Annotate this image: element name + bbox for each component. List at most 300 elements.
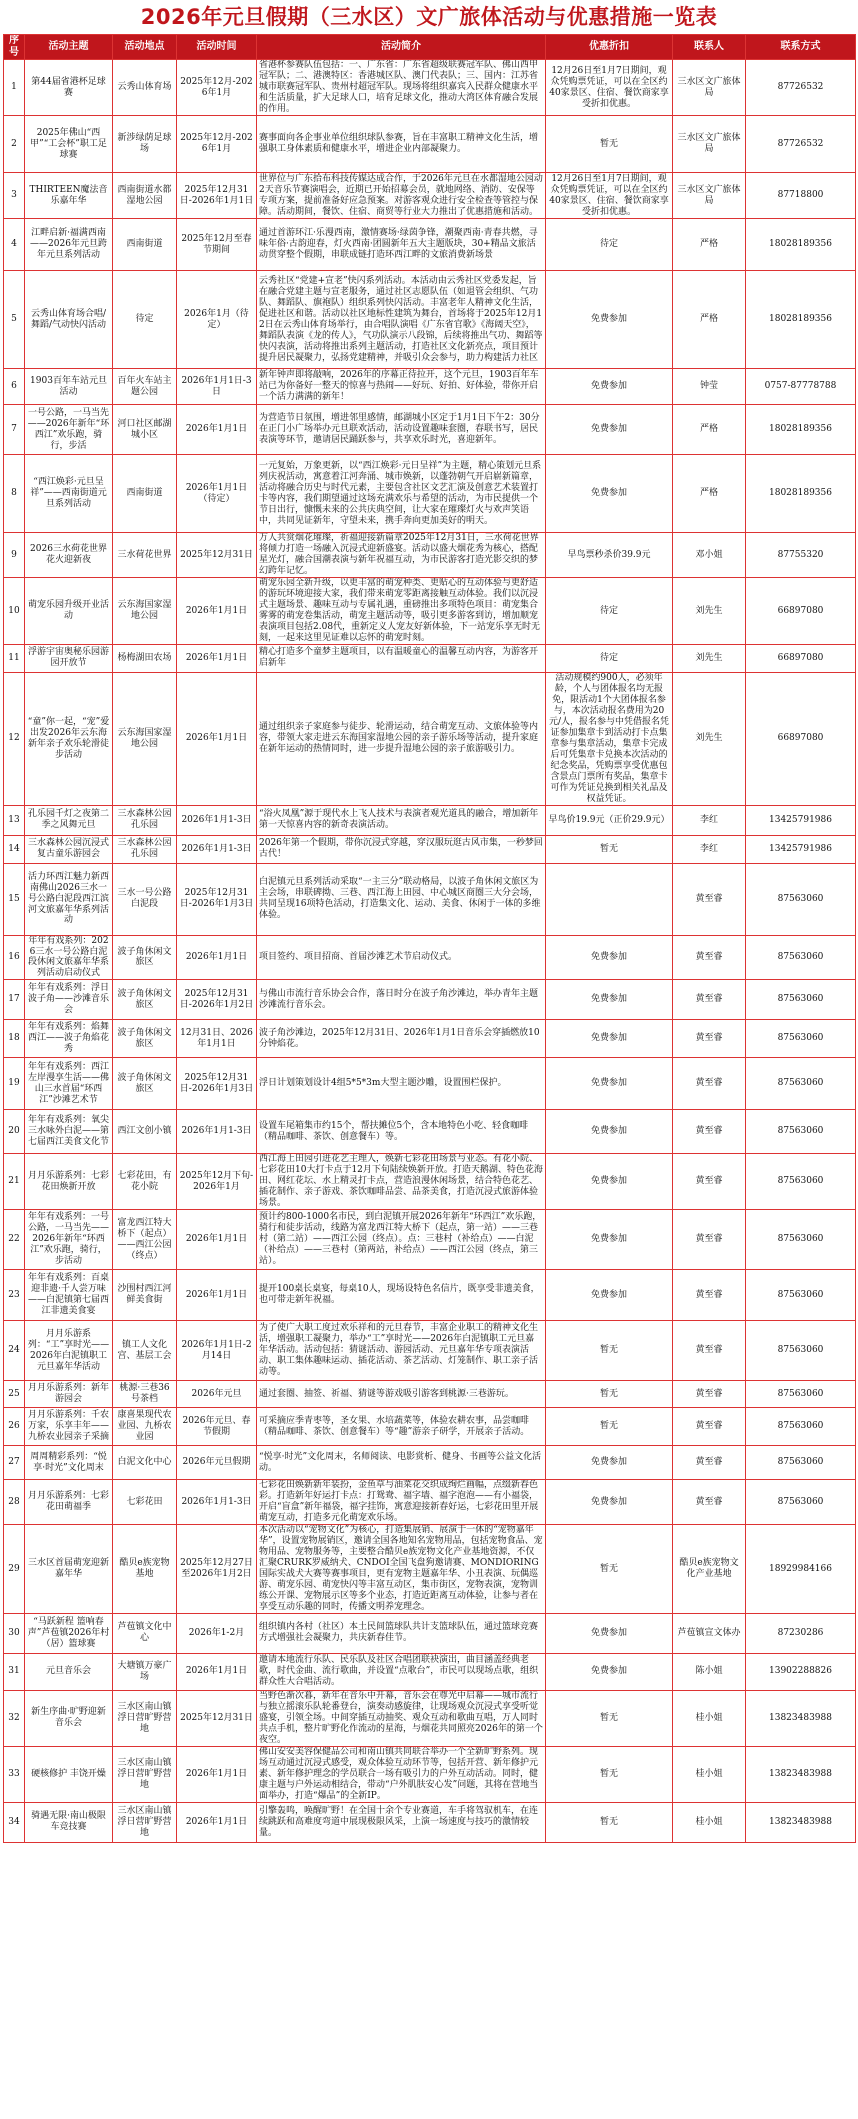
cell-theme: 2026三水荷花世界花火迎新夜	[25, 533, 113, 578]
cell-time: 2026年1月1日	[177, 935, 257, 980]
cell-intro: 通过首游环江·乐漫西南，激情赛场·绿茵争锋，潮聚西南·青春共燃，寻味年俗·古韵迎春，灯火西南·团圆新年五大主题版块，30+精品文旅活动贯穿整个假期，串联成链打造环西江畔的文旅消费新场景	[257, 219, 546, 271]
cell-discount: 活动规模约900人，必须年龄，个人与团体报名均无报免，限活动1个大团体报名参与，本次活动报名费用为20元/人，报名参与中凭借报名凭证参加集章卡到活动打卡点集章参与集章活动，集章卡完成后可凭集章卡兑换本次活动的纪念奖品，凭购票享受优惠包含景点门票所有奖品，集章卡可作为凭证兑换到相关礼品及权益凭证。	[546, 672, 673, 805]
cell-intro: 设置车尾箱集市约15个，帮扶摊位5个，含本地特色小吃、轻食咖啡（精品咖啡、茶饮、创意餐车）等。	[257, 1110, 546, 1154]
cell-discount: 免费参加	[546, 1480, 673, 1525]
table-row	[4, 1653, 856, 1690]
cell-no: 30	[4, 1613, 25, 1653]
cell-phone: 66897080	[746, 644, 856, 672]
cell-intro: 与佛山市流行音乐协会合作，落日时分在波子角沙滩边，举办青年主题沙滩流行音乐会。	[257, 980, 546, 1020]
cell-time: 2025年12月31日-2026年1月3日	[177, 1058, 257, 1110]
cell-discount: 早鸟票秒杀价39.9元	[546, 533, 673, 578]
cell-contact: 邓小姐	[673, 533, 746, 578]
cell-theme: THIRTEEN魔法音乐嘉年华	[25, 173, 113, 219]
cell-no: 28	[4, 1480, 25, 1525]
cell-discount: 免费参加	[546, 455, 673, 533]
cell-phone: 87563060	[746, 1110, 856, 1154]
cell-discount: 暂无	[546, 1321, 673, 1381]
cell-no: 21	[4, 1154, 25, 1210]
cell-time: 2026年1月1日	[177, 1746, 257, 1802]
cell-intro: 省港杯参赛队伍包括：一、广东省：广东省超级联赛冠军队、佛山西甲冠军队；二、港澳特区：香港城区队、澳门代表队；三、国内：江苏省城市联赛冠军队、贵州村超冠军队。现场将组织嘉宾入民群众健康水平和生活质量，扩大足球人口，培育足球文化，推动大湾区体育融合发展的作用。	[257, 60, 546, 116]
cell-time: 2026年1月1日	[177, 1802, 257, 1842]
cell-no: 6	[4, 369, 25, 405]
table-row	[4, 1154, 856, 1210]
cell-discount: 待定	[546, 644, 673, 672]
table-row	[4, 1802, 856, 1842]
cell-place: 桃源·三巷36号茶档	[113, 1381, 177, 1408]
cell-intro: 七彩花田焕新新年装扮，金鱼草与油菜花交织成绚烂画幅，点缀新春色彩。打造新年好运打卡点：打鸳鸯、福字墙、福字泡泡——有小福袋，开启“盲盒”新年福袋，福字挂饰，寓意迎接新春好运，七彩花田里开展萌宠互动，打造多元化萌宠欢乐场。	[257, 1480, 546, 1525]
table-row	[4, 1058, 856, 1110]
cell-no: 9	[4, 533, 25, 578]
cell-theme: 年年有戏系列：氧尖三水咏外白泥——第七届西江美食文化节	[25, 1110, 113, 1154]
cell-no: 29	[4, 1525, 25, 1614]
cell-no: 3	[4, 173, 25, 219]
cell-phone: 13425791986	[746, 805, 856, 835]
cell-theme: 年年有戏系列：焰舞西江——波子角焰花秀	[25, 1020, 113, 1058]
cell-phone: 13823483988	[746, 1746, 856, 1802]
header-cell: 优惠折扣	[546, 35, 673, 60]
table-row	[4, 405, 856, 455]
cell-no: 5	[4, 271, 25, 369]
cell-discount: 暂无	[546, 1525, 673, 1614]
cell-time: 2026年1月1日	[177, 405, 257, 455]
cell-no: 7	[4, 405, 25, 455]
cell-contact: 陈小姐	[673, 1653, 746, 1690]
table-row	[4, 1270, 856, 1321]
cell-phone: 18028189356	[746, 219, 856, 271]
cell-theme: “西江焕彩·元旦呈祥”——西南街道元旦系列活动	[25, 455, 113, 533]
cell-place: 三水区南山镇浮日营旷野营地	[113, 1802, 177, 1842]
cell-discount: 免费参加	[546, 405, 673, 455]
table-row	[4, 455, 856, 533]
cell-theme: 月月乐游系列：七彩花田焕新开放	[25, 1154, 113, 1210]
cell-place: 西江文创小镇	[113, 1110, 177, 1154]
cell-discount: 免费参加	[546, 1613, 673, 1653]
cell-time: 2026年元旦、春节假期	[177, 1408, 257, 1446]
cell-contact: 李红	[673, 805, 746, 835]
cell-theme: 江畔启新·福满西南——2026年元旦跨年元旦系列活动	[25, 219, 113, 271]
cell-place: 待定	[113, 271, 177, 369]
cell-contact: 黄至睿	[673, 1020, 746, 1058]
cell-no: 11	[4, 644, 25, 672]
cell-no: 13	[4, 805, 25, 835]
cell-time: 2025年12月27日至2026年1月2日	[177, 1525, 257, 1614]
cell-discount: 暂无	[546, 1381, 673, 1408]
cell-discount: 免费参加	[546, 1210, 673, 1270]
cell-contact: 黄至睿	[673, 1270, 746, 1321]
cell-place: 康喜果现代农业园、九桥农业园	[113, 1408, 177, 1446]
cell-time: 2026年元旦	[177, 1381, 257, 1408]
cell-theme: “童”你一起，“宠”爱出发2026年云东海新年亲子欢乐轮滑徒步活动	[25, 672, 113, 805]
cell-time: 2026年1月1日	[177, 1270, 257, 1321]
cell-discount: 暂无	[546, 1746, 673, 1802]
cell-phone: 66897080	[746, 672, 856, 805]
cell-contact: 刘先生	[673, 644, 746, 672]
cell-contact: 三水区文广旅体局	[673, 60, 746, 116]
cell-place: 三水区南山镇浮日营旷野营地	[113, 1690, 177, 1746]
cell-contact: 黄至睿	[673, 1058, 746, 1110]
cell-discount: 免费参加	[546, 1110, 673, 1154]
cell-phone: 18028189356	[746, 405, 856, 455]
cell-place: 波子角休闲文旅区	[113, 980, 177, 1020]
table-row	[4, 578, 856, 645]
cell-place: 新涉绿荫足球场	[113, 116, 177, 173]
cell-no: 2	[4, 116, 25, 173]
cell-place: 大塘镇万豪广场	[113, 1653, 177, 1690]
cell-time: 2026年1月1日	[177, 644, 257, 672]
cell-contact: 严格	[673, 219, 746, 271]
cell-intro: 预计约800-1000名市民，到白泥镇开展2026年新年“环西江”欢乐跑，骑行和徒步活动，线路为富龙西江特大桥下（起点，第一站）——三巷村（第二站）——西江公园（终点）。点：三巷村（补给点）——白泥（补给点）——三巷村（第两站，补给点）——西江公园（终点，第三站）。	[257, 1210, 546, 1270]
cell-contact: 三水区文广旅体局	[673, 116, 746, 173]
cell-intro: 本次活动以“宠物文化”为核心，打造集展销、展演于一体的“宠物嘉年华”，设置宠物展销区，邀请全国各地知名宠物用品，包括宠物食品、宠物用品、宠物服务等，主要整合酷贝e族宠物文化产业基地资源，不仅汇聚CRURK罗威纳犬、CNDOI全国飞盘狗邀请赛、MONDIORING国际实战犬大赛等赛事项目，更有宠物主题嘉年华、小丑表演、玩偶巡游、萌宠乐园、萌宠快闪等丰富互动区，集市街区，宠物表演，宠物训练公开课、宠物展示区等多个业态，打造近距离互动体验，让参与者在享受互动乐趣的同时，传播文明养宠理念。	[257, 1525, 546, 1614]
cell-place: 云东海国家湿地公园	[113, 578, 177, 645]
table-row	[4, 1480, 856, 1525]
cell-discount: 待定	[546, 578, 673, 645]
cell-place: 七彩花田，有花小院	[113, 1154, 177, 1210]
table-row	[4, 835, 856, 863]
cell-place: 三水荷花世界	[113, 533, 177, 578]
cell-place: 三水森林公园孔乐园	[113, 835, 177, 863]
cell-place: 云东海国家湿地公园	[113, 672, 177, 805]
cell-contact: 黄至睿	[673, 1154, 746, 1210]
header-cell: 序号	[4, 35, 25, 60]
cell-discount: 免费参加	[546, 271, 673, 369]
cell-time: 2026年1月1日-2月14日	[177, 1321, 257, 1381]
cell-no: 26	[4, 1408, 25, 1446]
cell-contact: 黄至睿	[673, 1480, 746, 1525]
cell-no: 18	[4, 1020, 25, 1058]
cell-theme: 云秀山体育场合唱/舞蹈/气动快闪活动	[25, 271, 113, 369]
cell-time: 2025年12月下旬-2026年1月	[177, 1154, 257, 1210]
cell-time: 2026年1月1-3日	[177, 1480, 257, 1525]
cell-discount: 暂无	[546, 116, 673, 173]
cell-time: 2026年1月1日	[177, 578, 257, 645]
cell-no: 15	[4, 863, 25, 935]
cell-theme: 年年有戏系列：2026三水一号公路白泥段休闲文旅嘉年华系列活动启动仪式	[25, 935, 113, 980]
table-header-row	[4, 35, 856, 60]
table-row	[4, 1381, 856, 1408]
cell-phone: 13425791986	[746, 835, 856, 863]
header-cell: 联系人	[673, 35, 746, 60]
cell-contact: 黄至睿	[673, 1321, 746, 1381]
cell-discount	[546, 863, 673, 935]
cell-time: 2026年1月1-3日	[177, 805, 257, 835]
cell-no: 17	[4, 980, 25, 1020]
cell-intro: 西江海上田园引进花艺主理人，焕新七彩花田场景与业态。有花小院、七彩花田10大打卡点于12月下旬陆续焕新开放。打造天鹅湖、特色花海田、网红花坛、水上精灵打卡点，营造浪漫休闲场景，结合特色花艺、插花制作、亲子游戏、茶饮咖啡品尝、品茶美食，打造沉浸式旅游体验场景。	[257, 1154, 546, 1210]
cell-time: 2026年1月1-3日	[177, 1110, 257, 1154]
cell-time: 2026年1月（待定）	[177, 271, 257, 369]
cell-discount: 免费参加	[546, 1446, 673, 1480]
cell-theme: 1903百年车站元旦活动	[25, 369, 113, 405]
cell-no: 19	[4, 1058, 25, 1110]
cell-phone: 13823483988	[746, 1802, 856, 1842]
header-cell: 活动简介	[257, 35, 546, 60]
cell-intro: 新年钟声即将敲响，2026年的序幕正待拉开，这个元旦，1903百年车站已为你备好一整天的惊喜与热闹——好玩、好拍、好体验，带你开启一个活力满满的新年！	[257, 369, 546, 405]
cell-theme: 骑遇无限·南山极限车竞技赛	[25, 1802, 113, 1842]
cell-theme: 年年有戏系列：浮日波子角——沙滩音乐会	[25, 980, 113, 1020]
cell-phone: 66897080	[746, 578, 856, 645]
cell-theme: 元旦音乐会	[25, 1653, 113, 1690]
cell-intro: 引擎轰鸣，唤醒旷野！在全国十余个专业赛道，车手将驾驭机车，在连续跳跃和高难度弯道中展现极限风采，上演一场速度与技巧的激情较量。	[257, 1802, 546, 1842]
table-row	[4, 980, 856, 1020]
table-row	[4, 1408, 856, 1446]
cell-phone: 87755320	[746, 533, 856, 578]
cell-intro: 通过套圈、抽签、祈福、猜谜等游戏吸引游客到桃源·三巷游玩。	[257, 1381, 546, 1408]
table-row	[4, 1110, 856, 1154]
cell-phone: 87563060	[746, 1270, 856, 1321]
cell-phone: 87563060	[746, 1210, 856, 1270]
cell-intro: 邀请本地流行乐队、民乐队及社区合唱团联袂演出，曲目涵盖经典老歌，时代金曲、流行歌曲，并设置“点歌台”，市民可以现场点歌，组织群众性大合唱活动。	[257, 1653, 546, 1690]
header-cell: 活动主题	[25, 35, 113, 60]
cell-contact: 桂小姐	[673, 1690, 746, 1746]
cell-discount: 暂无	[546, 1408, 673, 1446]
cell-time: 2025年12月31日-2026年1月1日	[177, 173, 257, 219]
cell-intro: 提开100桌长桌宴，每桌10人，现场设特色名信片，既享受非遗美食，也可带走新年祝福。	[257, 1270, 546, 1321]
cell-phone: 87726532	[746, 116, 856, 173]
cell-place: 波子角休闲文旅区	[113, 935, 177, 980]
cell-place: 杨梅湖田农场	[113, 644, 177, 672]
cell-phone: 18028189356	[746, 271, 856, 369]
header-cell: 活动地点	[113, 35, 177, 60]
cell-phone: 87726532	[746, 60, 856, 116]
table-row	[4, 1613, 856, 1653]
cell-time: 12月31日、2026年1月1日	[177, 1020, 257, 1058]
cell-time: 2026年1月1日（待定）	[177, 455, 257, 533]
cell-contact: 黄至睿	[673, 1408, 746, 1446]
table-row	[4, 219, 856, 271]
cell-contact: 黄至睿	[673, 1110, 746, 1154]
cell-contact: 黄至睿	[673, 1210, 746, 1270]
cell-theme: 活力环西江魅力新西南佛山2026三水一号公路白泥段西江滨河文旅嘉年华系列活动	[25, 863, 113, 935]
cell-discount: 免费参加	[546, 1058, 673, 1110]
header-cell: 联系方式	[746, 35, 856, 60]
cell-contact: 黄至睿	[673, 935, 746, 980]
cell-intro: 当野色渐次暮，新年在音乐中开幕，音乐会在尊光中启幕——城市流行与独立摇滚乐队轮番登台，演奏动感旋律，让现场观众沉浸式享受听觉盛宴，引领全场。中间穿插互动抽奖、观众互动和歌曲互唱，万人同时共点手机，整片旷野化作流动的星海，与烟花共同照亮2026年的第一个夜空。	[257, 1690, 546, 1746]
cell-discount: 早鸟价19.9元（正价29.9元）	[546, 805, 673, 835]
cell-place: 河口社区邮湖城小区	[113, 405, 177, 455]
table-row	[4, 533, 856, 578]
cell-intro: 为了使广大职工度过欢乐祥和的元旦春节，丰富企业职工的精神文化生活，增强职工凝聚力，举办“工”享时光——2026年白泥镇职工元旦嘉年华活动。活动包括：猜谜活动、游园活动、元旦嘉年华专项表演活动、职工集体趣味运动、插花活动、茶艺活动、灯笼制作、职工亲子活动等。	[257, 1321, 546, 1381]
cell-contact: 酷贝e族宠物文化产业基地	[673, 1525, 746, 1614]
cell-theme: 年年有戏系列：西江左岸漫享生活——佛山三水首届“环西江”沙滩艺术节	[25, 1058, 113, 1110]
cell-contact: 刘先生	[673, 578, 746, 645]
cell-place: 七彩花田	[113, 1480, 177, 1525]
cell-intro: 白泥镇元旦系列活动采取“一主三分”联动格局，以波子角休闲文旅区为主会场，串联碑拗、三巷、西江海上田园、中心城区商圈三大分会场，共同呈现16项特色活动，打造集文化、运动、美食、休闲于一体的多维体验。	[257, 863, 546, 935]
cell-theme: 年年有戏系列：百桌迎非遗·千人尝万味——白泥镇第七届西江非遗美食宴	[25, 1270, 113, 1321]
cell-contact: 严格	[673, 455, 746, 533]
cell-intro: “悦享·时光”文化周末，名师阅读、电影赏析、健身、书画等公益文化活动。	[257, 1446, 546, 1480]
cell-theme: 月月乐游系列：“工”享时光——2026年白泥镇职工元旦嘉年华活动	[25, 1321, 113, 1381]
cell-phone: 18929984166	[746, 1525, 856, 1614]
cell-intro: 为营造节日氛围，增进邻里感情，邮湖城小区定于1月1日下午2：30分在正门小广场举办元旦联欢活动，活动设置趣味套圈，春联书写，居民表演等环节，邀请居民踊跃参与，共享欢乐时光，喜迎新年。	[257, 405, 546, 455]
cell-discount: 免费参加	[546, 1020, 673, 1058]
cell-no: 1	[4, 60, 25, 116]
cell-phone: 87563060	[746, 1480, 856, 1525]
cell-theme: 萌宠乐园升级开业活动	[25, 578, 113, 645]
table-row	[4, 805, 856, 835]
cell-phone: 87563060	[746, 1058, 856, 1110]
cell-intro: 2026年第一个假期，带你沉浸式穿越，穿汉服玩逛古风市集，一秒梦回古代！	[257, 835, 546, 863]
header-cell: 活动时间	[177, 35, 257, 60]
cell-phone: 13902288826	[746, 1653, 856, 1690]
cell-discount: 12月26日至1月7日期间，观众凭购票凭证，可以在全区约40家景区、住宿、餐饮商家享受折扣优惠。	[546, 173, 673, 219]
cell-no: 12	[4, 672, 25, 805]
table-row	[4, 1690, 856, 1746]
cell-intro: 万人共赏烟花璀璨，祈福迎接新篇章2025年12月31日，三水荷花世界将倾力打造一场融入沉浸式迎新盛宴。活动以盛大烟花秀为核心，搭配星光灯，融合国潮表演与新年祝福互动，为市民游客打造光影交织的梦幻跨年记忆。	[257, 533, 546, 578]
cell-theme: 周周精彩系列：“悦享·时光”文化周末	[25, 1446, 113, 1480]
table-row	[4, 1525, 856, 1614]
cell-place: 酷贝e族宠物基地	[113, 1525, 177, 1614]
cell-intro: 项目签约、项目招商、首届沙滩艺术节启动仪式。	[257, 935, 546, 980]
cell-time: 2025年12月31日	[177, 533, 257, 578]
cell-no: 23	[4, 1270, 25, 1321]
cell-theme: 新生序曲·旷野迎新音乐会	[25, 1690, 113, 1746]
cell-theme: 浮游宇宙奥秘乐园游园开放节	[25, 644, 113, 672]
cell-contact: 黄至睿	[673, 980, 746, 1020]
cell-place: 三水森林公园孔乐园	[113, 805, 177, 835]
cell-phone: 0757-87778788	[746, 369, 856, 405]
cell-no: 20	[4, 1110, 25, 1154]
cell-place: 三水一号公路白泥段	[113, 863, 177, 935]
cell-place: 百年火车站主题公园	[113, 369, 177, 405]
table-row	[4, 60, 856, 116]
cell-phone: 87563060	[746, 1381, 856, 1408]
cell-time: 2025年12月31日-2026年1月3日	[177, 863, 257, 935]
cell-contact: 黄至睿	[673, 1446, 746, 1480]
cell-no: 4	[4, 219, 25, 271]
table-row	[4, 116, 856, 173]
cell-phone: 87563060	[746, 1321, 856, 1381]
cell-contact: 黄至睿	[673, 1381, 746, 1408]
cell-no: 34	[4, 1802, 25, 1842]
cell-place: 沙围村西江河鲜美食街	[113, 1270, 177, 1321]
cell-place: 云秀山体育场	[113, 60, 177, 116]
cell-intro: 佛山安安美容保健品公司和南山镇共同联合举办一个全新旷野系列。现场互动通过沉浸式感受，观众体验互动环节等，包括开营、新年修护元素、新年修护理念的学员联合一场有吸引力的户外互动活动。同时，健康主题与户外运动相结合，带动“户外肌肤安心发”问题，其将在营地当面举办，打造“爆品”的全新IP。	[257, 1746, 546, 1802]
table-row	[4, 271, 856, 369]
table-row	[4, 1446, 856, 1480]
cell-intro: 波子角沙滩边，2025年12月31日、2026年1月1日音乐会穿插燃放10分钟焰花。	[257, 1020, 546, 1058]
cell-contact: 桂小姐	[673, 1746, 746, 1802]
cell-theme: “马跃新程 篮响春声”芦苞镇2026年村（居）篮球赛	[25, 1613, 113, 1653]
cell-theme: 月月乐游系列：新年游园会	[25, 1381, 113, 1408]
cell-no: 27	[4, 1446, 25, 1480]
cell-theme: 孔乐园千灯之夜第二季之风舞元旦	[25, 805, 113, 835]
cell-intro: 通过组织亲子家庭参与徒步、轮滑运动，结合萌宠互动、文旅体验等内容，带领大家走进云东海国家湿地公园的亲子游乐场等活动，提升家庭在新年运动的热情同时，进一步提升湿地公园的亲子旅游吸引力。	[257, 672, 546, 805]
cell-time: 2026年1-2月	[177, 1613, 257, 1653]
cell-theme: 月月乐游系列：七彩花田萌福季	[25, 1480, 113, 1525]
cell-phone: 87230286	[746, 1613, 856, 1653]
cell-place: 镇工人文化宫、基层工会	[113, 1321, 177, 1381]
cell-phone: 87563060	[746, 935, 856, 980]
cell-contact: 桂小姐	[673, 1802, 746, 1842]
cell-phone: 87563060	[746, 863, 856, 935]
cell-theme: 月月乐游系列：千农万家，乐享丰年——九桥农业园亲子采摘	[25, 1408, 113, 1446]
table-row	[4, 935, 856, 980]
cell-intro: 萌宠乐园全新升级，以更丰富的萌宠种类、更贴心的互动体验与更舒适的游玩环境迎接大家，我们带来萌宠零距离接触互动体验。我们以沉浸式主题场景、趣味互动与专属礼遇，重磅推出多项特色项目：萌宠集合雾雾的萌宠卷集活动，萌宠主题活动等，吸引更多游客到访，增加顺宠表演项目包括2.08代，重新定义人宠友好新体验，下一站宠乐享无时无刻，一起来这里见证难以忘怀的萌宠时刻。	[257, 578, 546, 645]
cell-theme: 三水森林公园沉浸式复古童乐游园会	[25, 835, 113, 863]
cell-discount: 免费参加	[546, 980, 673, 1020]
cell-intro: 组织镇内各村（社区）本土民间篮球队共计支篮球队伍，通过篮球竞赛方式增强社会凝聚力，共庆新春佳节。	[257, 1613, 546, 1653]
cell-phone: 18028189356	[746, 455, 856, 533]
cell-intro: 可采摘应季青枣等，圣女果、水培蔬菜等，体验农耕农事，品尝咖啡（精品咖啡、茶饮、创意餐车）等“趣”游亲子研学，开展亲子活动。	[257, 1408, 546, 1446]
table-body	[4, 60, 856, 1842]
cell-no: 16	[4, 935, 25, 980]
cell-discount: 免费参加	[546, 935, 673, 980]
table-row	[4, 1746, 856, 1802]
cell-time: 2026年1月1日	[177, 1210, 257, 1270]
cell-theme: 年年有戏系列：一号公路，一马当先——2026年新年“环西江”欢乐跑，骑行，步活动	[25, 1210, 113, 1270]
table-row	[4, 672, 856, 805]
cell-place: 西南街道	[113, 455, 177, 533]
cell-intro: 一元复始，万象更新，以“西江焕彩·元日呈祥”为主题，精心策划元旦系列庆祝活动，寓意着江河奔涌、城市焕新，以蓬勃朝气开启崭新篇章，活动将融合历史与时代元素，主要包含社区文艺汇演及创意艺术装置打卡等内容，我们期望通过这场充满欢乐与希望的活动，为市民提供一个节日出行，慷慨未来的公共庆典空间，让大家在璀璨灯火与欢声笑语中，共同见证新年，守望未来，携手奔向更加美好的明天。	[257, 455, 546, 533]
cell-no: 31	[4, 1653, 25, 1690]
cell-phone: 87563060	[746, 1020, 856, 1058]
cell-place: 波子角休闲文旅区	[113, 1058, 177, 1110]
cell-phone: 87563060	[746, 1446, 856, 1480]
cell-time: 2025年12月-2026年1月	[177, 116, 257, 173]
cell-place: 白泥文化中心	[113, 1446, 177, 1480]
cell-contact: 严格	[673, 271, 746, 369]
cell-discount: 12月26日至1月7日期间，观众凭购票凭证，可以在全区约40家景区、住宿、餐饮商家享受折扣优惠。	[546, 60, 673, 116]
cell-place: 三水区南山镇浮日营旷野营地	[113, 1746, 177, 1802]
table-row	[4, 644, 856, 672]
cell-place: 西南街道	[113, 219, 177, 271]
cell-phone: 87718800	[746, 173, 856, 219]
table-row	[4, 1020, 856, 1058]
cell-theme: 一号公路，一马当先——2026年新年“环西江”欢乐跑，骑行，步活	[25, 405, 113, 455]
cell-place: 西南街道水都湿地公园	[113, 173, 177, 219]
cell-place: 芦苞镇文化中心	[113, 1613, 177, 1653]
cell-time: 2026年1月1日	[177, 672, 257, 805]
cell-time: 2025年12月31日	[177, 1690, 257, 1746]
cell-intro: 赛事面向各企事业单位组织球队参赛，旨在丰富职工精神文化生活，增强职工身体素质和健康水平，增进企业内部凝聚力。	[257, 116, 546, 173]
cell-contact: 严格	[673, 405, 746, 455]
cell-theme: 硬核修护 丰饶开燥	[25, 1746, 113, 1802]
cell-intro: 云秀社区“党建+宣老”快闪系列活动。本活动由云秀社区党委发起，旨在融合党建主题与宣老服务，通过社区志愿队伍（如退管会组织、气功队、舞蹈队、旗袍队）组织系列快闪活动。丰富老年人精神文化生活，促进社区和谐。活动以社区地标性建筑为舞台，首场将于2025年12月12日在云秀山体育场举行，由合唱队演唱《广东省官歌》《海阔天空》，舞蹈队表演《龙的传人》，气功队演示八段锦，后续将推出气功、舞蹈等快闪表演，活动将推出系列主题活动，打造社区文化新亮点，项目预计提升居民凝聚力，弘扬党建精神，并吸引众会参与，助力构建活力社区	[257, 271, 546, 369]
cell-contact: 钟莹	[673, 369, 746, 405]
cell-discount: 暂无	[546, 1690, 673, 1746]
cell-time: 2025年12月31日-2026年1月2日	[177, 980, 257, 1020]
activity-table	[3, 34, 856, 1843]
cell-time: 2025年12月-2026年1月	[177, 60, 257, 116]
cell-contact: 李红	[673, 835, 746, 863]
cell-no: 10	[4, 578, 25, 645]
cell-phone: 87563060	[746, 1408, 856, 1446]
cell-no: 14	[4, 835, 25, 863]
table-row	[4, 369, 856, 405]
cell-theme: 2025年佛山“西甲”“工会杯”职工足球赛	[25, 116, 113, 173]
cell-intro: 浮日计划策划设计4组5*5*3m大型主题沙雕，设置围栏保护。	[257, 1058, 546, 1110]
cell-intro: “浴火凤凰”源于现代水上飞人技术与表演者观光道具的融合，增加新年第一天惊喜内容的新奇表演活动。	[257, 805, 546, 835]
cell-discount: 暂无	[546, 1802, 673, 1842]
cell-no: 33	[4, 1746, 25, 1802]
cell-place: 富龙西江特大桥下（起点）——西江公园（终点）	[113, 1210, 177, 1270]
page-title: 2026年元旦假期（三水区）文广旅体活动与优惠措施一览表	[140, 5, 718, 29]
cell-no: 25	[4, 1381, 25, 1408]
cell-time: 2025年12月至春节期间	[177, 219, 257, 271]
cell-phone: 87563060	[746, 1154, 856, 1210]
cell-discount: 待定	[546, 219, 673, 271]
cell-discount: 免费参加	[546, 1653, 673, 1690]
cell-phone: 87563060	[746, 980, 856, 1020]
cell-no: 22	[4, 1210, 25, 1270]
cell-theme: 三水区首届萌宠迎新嘉年华	[25, 1525, 113, 1614]
cell-discount: 暂无	[546, 835, 673, 863]
cell-discount: 免费参加	[546, 1270, 673, 1321]
cell-intro: 精心打造多个童梦主题项目，以有温暖童心的温馨互动内容，为游客开启新年	[257, 644, 546, 672]
cell-contact: 黄至睿	[673, 863, 746, 935]
cell-no: 8	[4, 455, 25, 533]
table-row	[4, 863, 856, 935]
